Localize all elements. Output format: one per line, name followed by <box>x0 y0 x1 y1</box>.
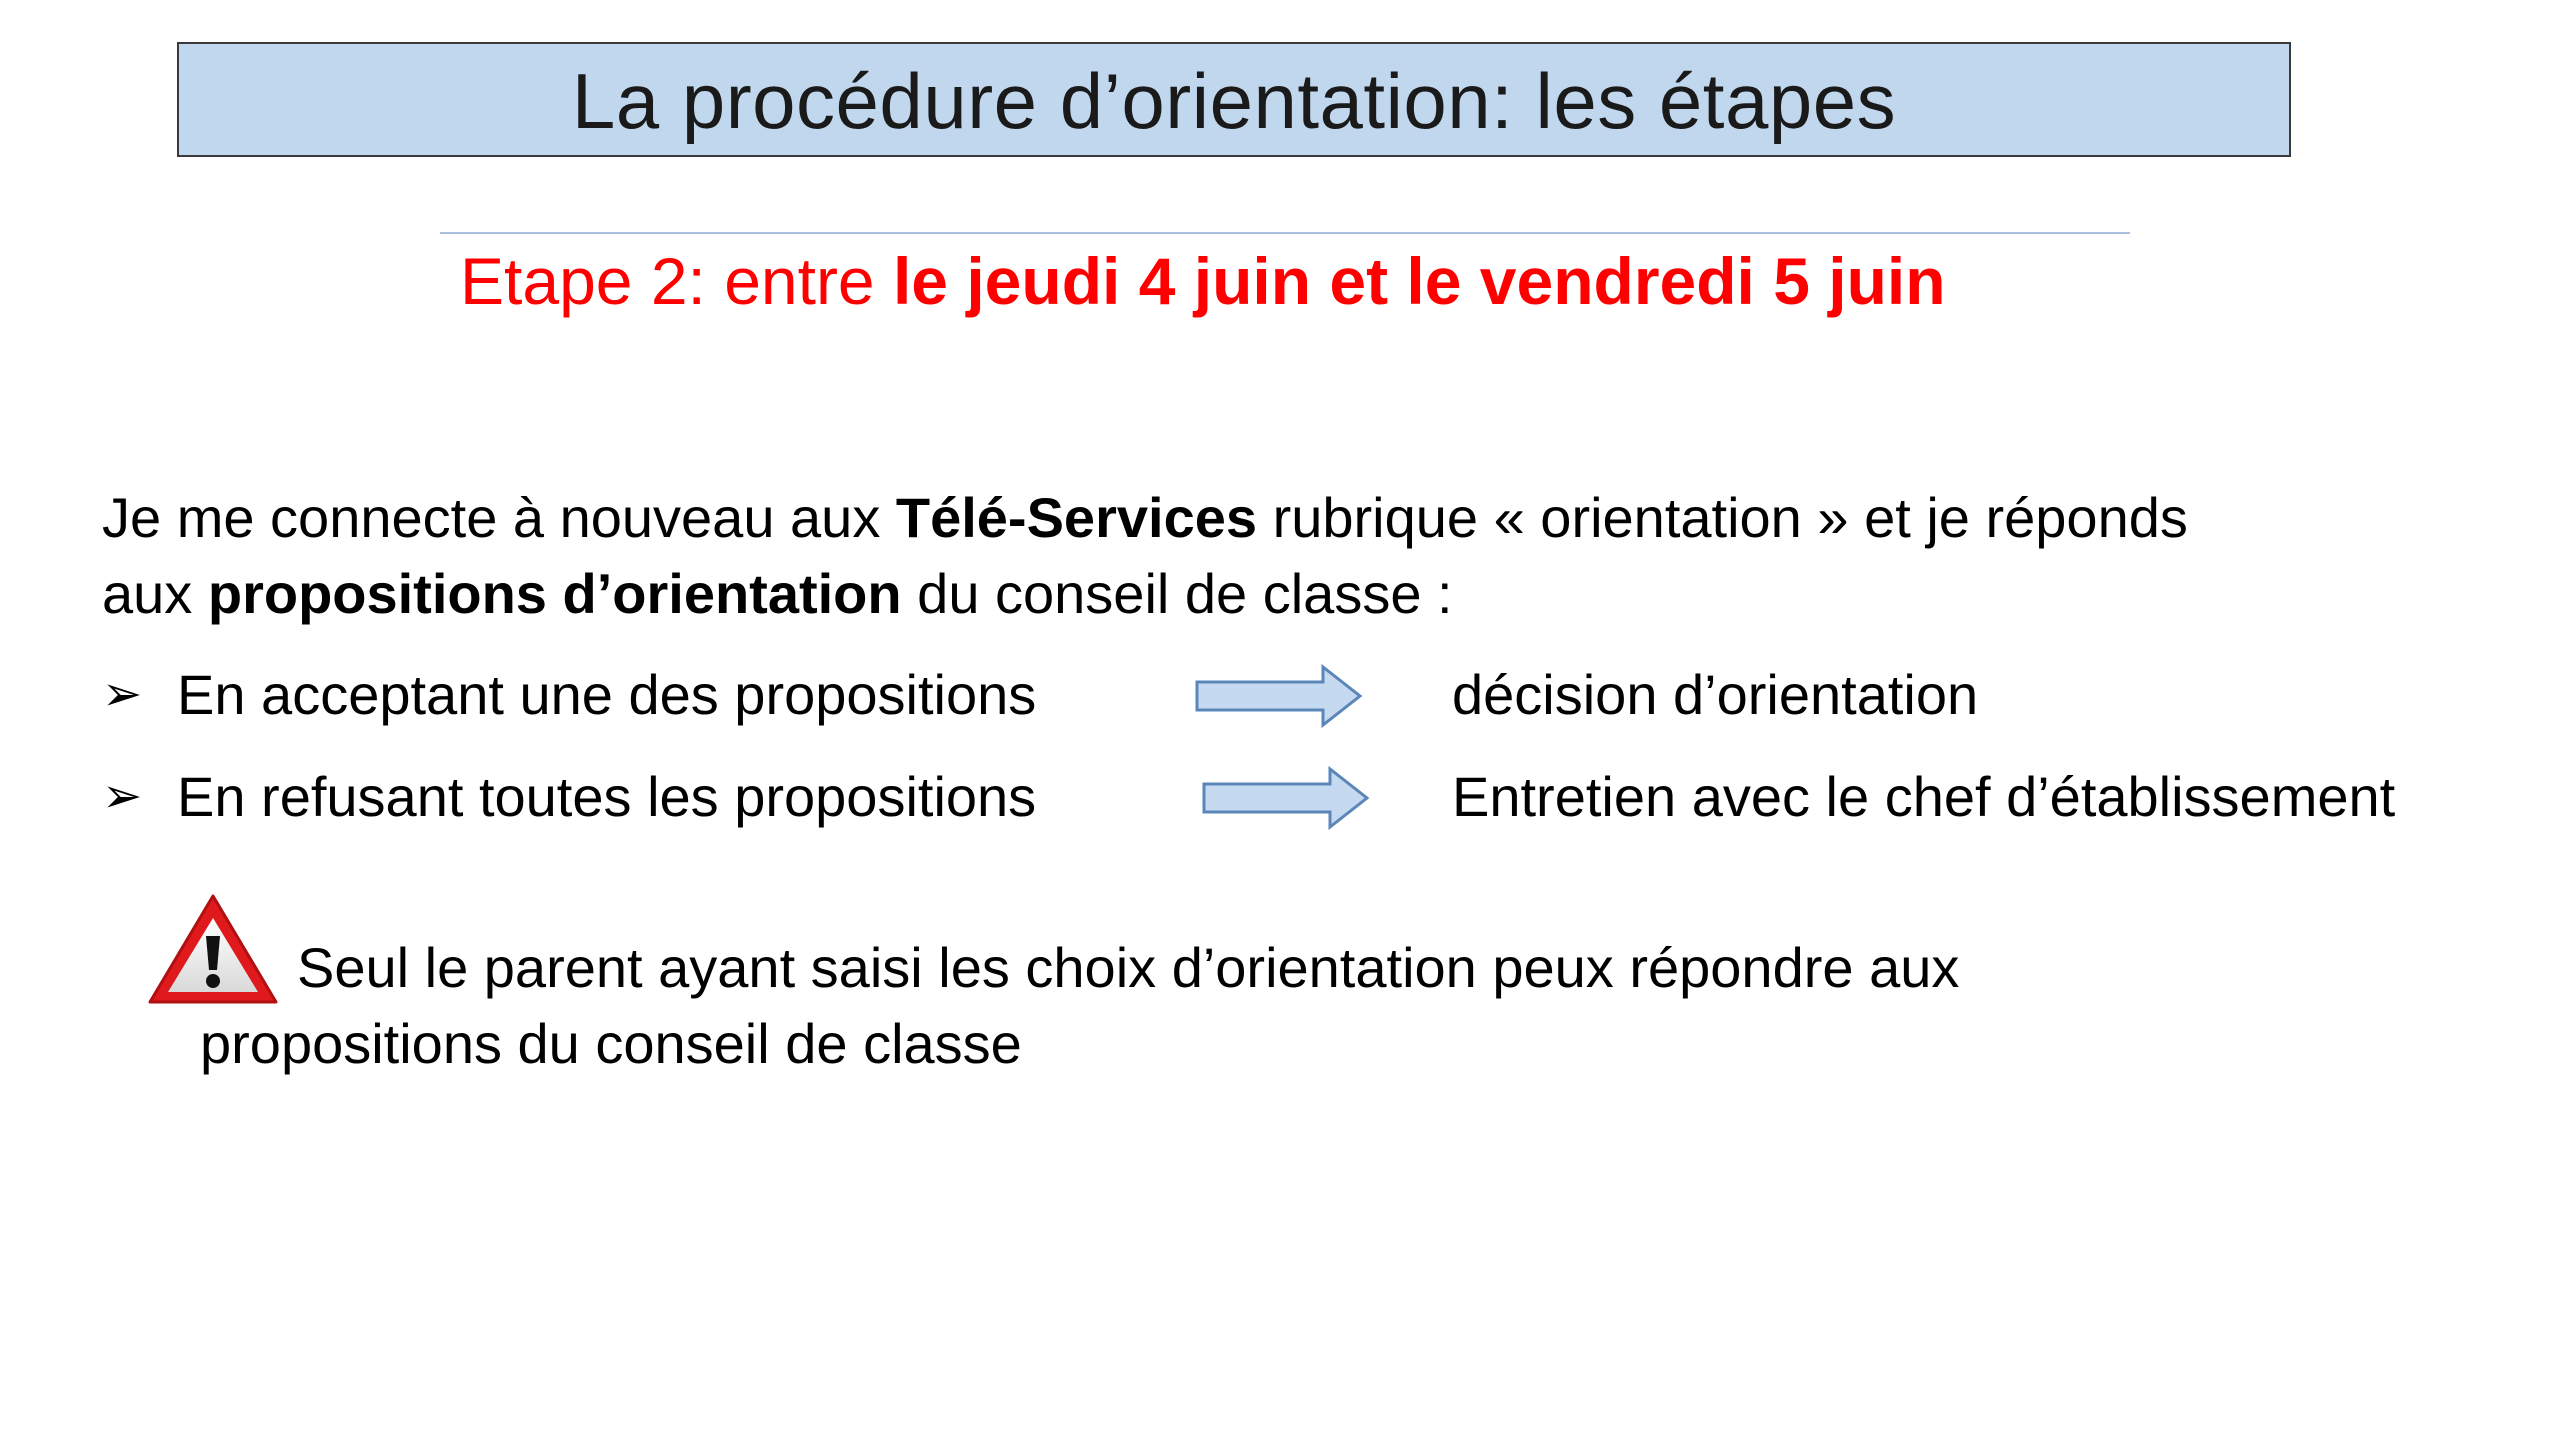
propositions-term: propositions d’orientation <box>207 562 902 625</box>
warning-line-2: propositions du conseil de classe <box>200 1012 1022 1075</box>
intro-text: du conseil de classe : <box>901 562 1453 625</box>
bullet-result: décision d’orientation <box>1452 663 1979 726</box>
step-dates: le jeudi 4 juin et le vendredi 5 juin <box>892 244 1946 318</box>
bullet-arrow-icon: ➢ <box>102 668 143 721</box>
step-label: Etape 2: entre <box>460 244 893 318</box>
slide-title: La procédure d’orientation: les étapes <box>571 57 1897 145</box>
warning-line-1: Seul le parent ayant saisi les choix d’orientation peux répondre aux <box>297 936 1960 999</box>
right-arrow-icon <box>1202 766 1370 830</box>
bullet-arrow-icon: ➢ <box>102 770 143 823</box>
bullet-refuse <box>102 752 2542 842</box>
bullet-accept <box>102 650 2542 740</box>
warning-message <box>200 930 2400 1082</box>
bullet-label: En refusant toutes les propositions <box>177 765 1037 828</box>
right-arrow-icon <box>1195 664 1363 728</box>
intro-line-2 <box>102 556 2522 632</box>
intro-text: rubrique « orientation » et je réponds <box>1257 486 2188 549</box>
bullet-label: En acceptant une des propositions <box>177 663 1037 726</box>
intro-line-1 <box>102 480 2522 556</box>
title-box <box>177 42 2291 157</box>
intro-text: aux <box>102 562 208 625</box>
intro-text: Je me connecte à nouveau aux <box>102 486 896 549</box>
divider-line <box>440 232 2130 234</box>
tele-services-term: Télé-Services <box>895 486 1258 549</box>
intro-paragraph <box>102 480 2522 632</box>
step-heading <box>460 236 2180 326</box>
bullet-result: Entretien avec le chef d’établissement <box>1452 765 2396 828</box>
